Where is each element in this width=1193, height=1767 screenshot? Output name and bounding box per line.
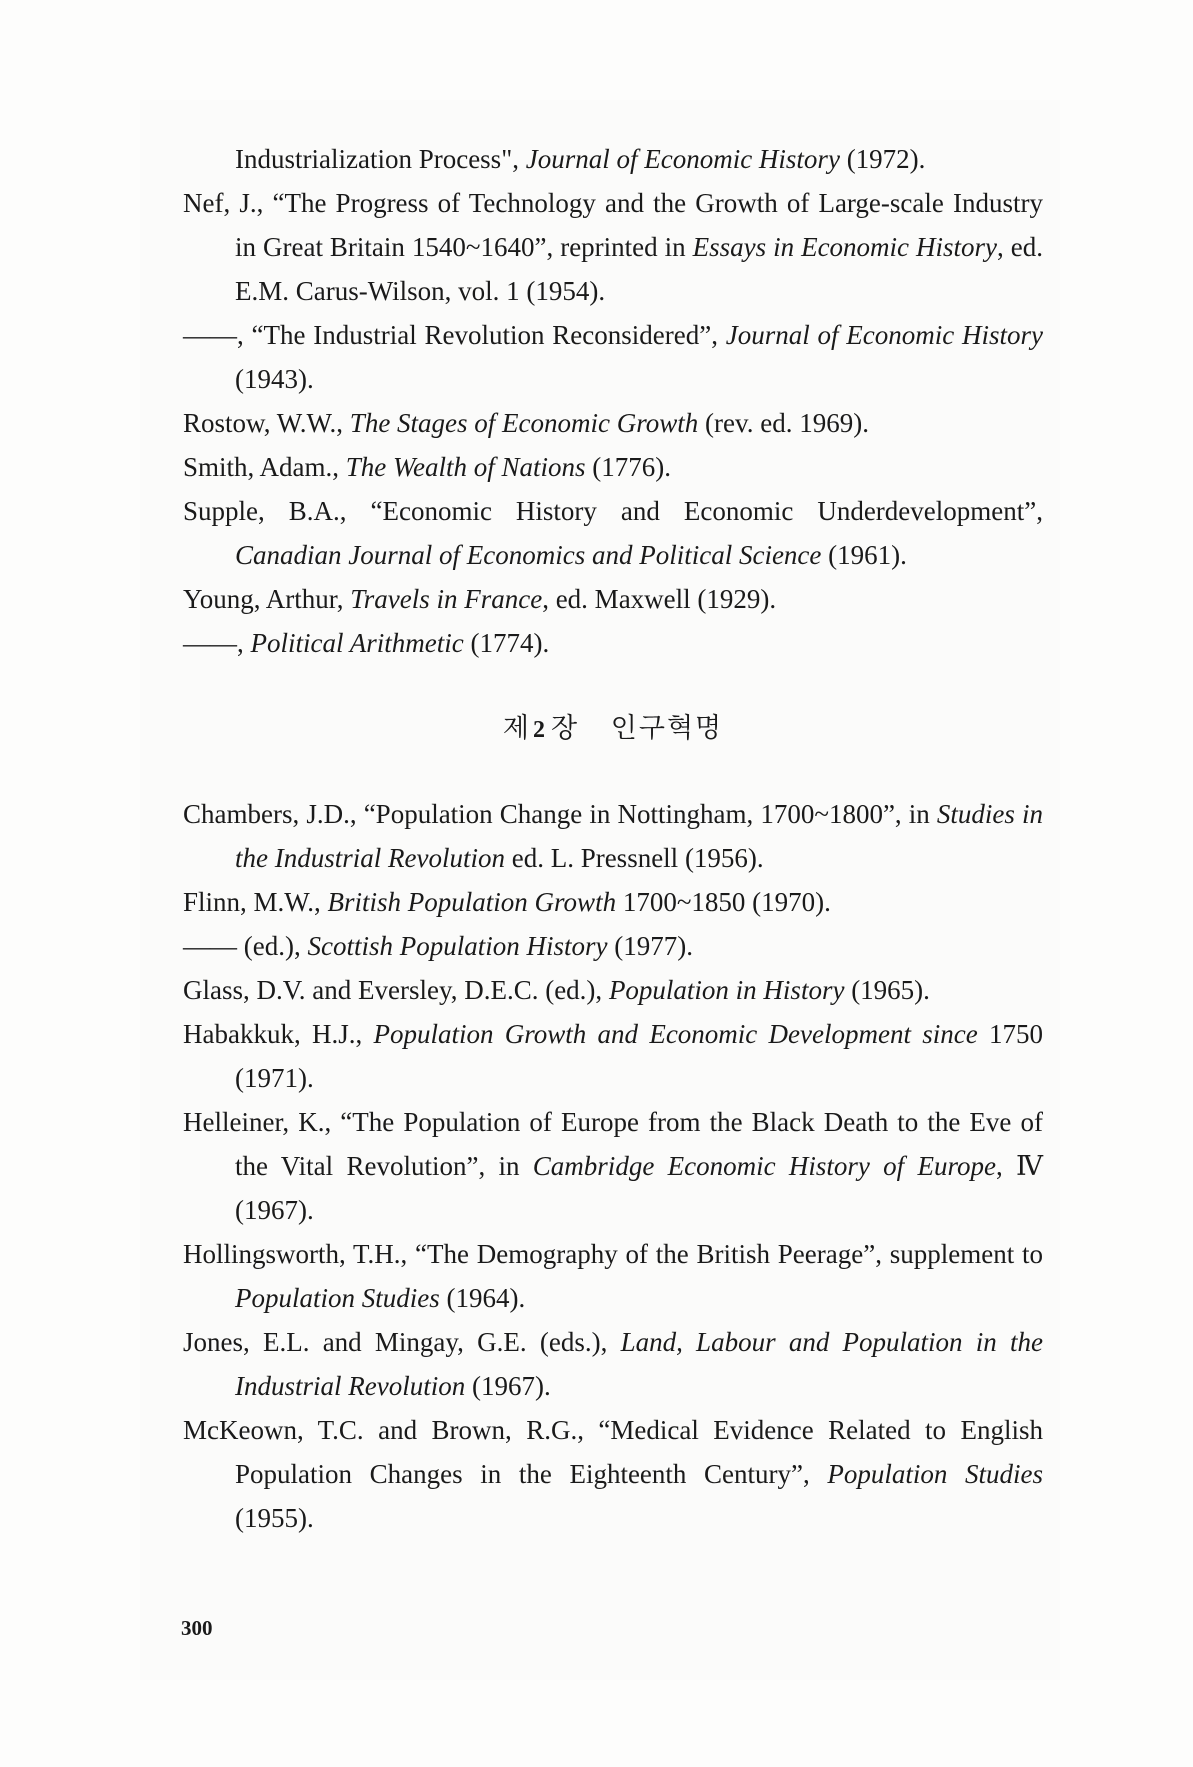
- entry-title-italic: Population in History: [608, 975, 845, 1005]
- entry-title-italic: Population Studies: [827, 1459, 1043, 1489]
- entry-text: (1943).: [235, 364, 314, 394]
- entry-text: (rev. ed. 1969).: [698, 408, 869, 438]
- entry-text: Chambers, J.D., “Population Change in Nottingham, 1700~1800”, in: [183, 799, 937, 829]
- entry-title-italic: Political Arithmetic: [250, 628, 464, 658]
- bibliography-entry: [183, 880, 1043, 924]
- entry-title-italic: Travels in France: [350, 584, 543, 614]
- entry-text: ed. L. Pressnell (1956).: [504, 843, 764, 873]
- entry-text: , ed. Maxwell (1929).: [542, 584, 777, 614]
- bibliography-entry: [183, 1320, 1043, 1408]
- bibliography-entry: [183, 1100, 1043, 1232]
- bibliography-section-chapter-2: [183, 792, 1043, 1540]
- bibliography: [183, 137, 1043, 1540]
- entry-text: Rostow, W.W.,: [183, 408, 350, 438]
- bibliography-entry: [183, 968, 1043, 1012]
- bibliography-entry: [183, 1012, 1043, 1100]
- bibliography-entry: [183, 1232, 1043, 1320]
- bibliography-entry: [183, 445, 1043, 489]
- bibliography-entry: [183, 1408, 1043, 1540]
- entry-text: Supple, B.A., “Economic History and Economic Underdevelopment”,: [183, 496, 1043, 526]
- entry-text: (1961).: [821, 540, 907, 570]
- bibliography-entry: [183, 577, 1043, 621]
- entry-text: Jones, E.L. and Mingay, G.E. (eds.),: [183, 1327, 621, 1357]
- entry-title-italic: Scottish Population History: [307, 931, 608, 961]
- entry-text: (1967).: [465, 1371, 551, 1401]
- entry-text: (1972).: [839, 144, 926, 174]
- bibliography-entry: [183, 489, 1043, 577]
- entry-text: —— (ed.),: [183, 931, 308, 961]
- heading-prefix: 제: [502, 713, 531, 744]
- bibliography-entry: [183, 924, 1043, 968]
- bibliography-section-chapter-1: [183, 137, 1043, 665]
- entry-title-italic: Land, Labour and Population in the Industrial Revolution: [235, 1327, 1043, 1401]
- entry-text: , ed. E.M. Carus-Wilson, vol. 1 (1954).: [235, 232, 1043, 306]
- entry-text: 1700~1850 (1970).: [616, 887, 831, 917]
- section-heading: [183, 707, 1043, 752]
- bibliography-entry: [183, 621, 1043, 665]
- entry-text: , Ⅳ (1967).: [235, 1151, 1043, 1225]
- entry-title-italic: Population Growth and Economic Development since: [373, 1019, 978, 1049]
- entry-title-italic: Essays in Economic History: [692, 232, 998, 262]
- entry-text: 1750 (1971).: [235, 1019, 1043, 1093]
- entry-text: Habakkuk, H.J.,: [183, 1019, 374, 1049]
- entry-text: (1977).: [607, 931, 693, 961]
- entry-title-italic: Journal of Economic History: [725, 320, 1043, 350]
- entry-text: Industrialization Process",: [235, 144, 526, 174]
- entry-title-italic: Canadian Journal of Economics and Political Science: [235, 540, 822, 570]
- entry-text: Nef, J., “The Progress of Technology and the Growth of Large-scale Industry in Great Britain 1540~1640”, reprinted in: [183, 188, 1043, 262]
- entry-text: McKeown, T.C. and Brown, R.G., “Medical Evidence Related to English Population Changes in the Eighteenth Century”,: [183, 1415, 1043, 1489]
- entry-title-italic: Cambridge Economic History of Europe: [532, 1151, 996, 1181]
- heading-suffix: 장: [550, 713, 580, 744]
- entry-text: (1964).: [439, 1283, 526, 1313]
- entry-text: Helleiner, K., “The Population of Europe from the Black Death to the Eve of the Vital Revolution”, in: [183, 1107, 1043, 1181]
- entry-text: ——,: [183, 628, 251, 658]
- entry-text: (1776).: [585, 452, 672, 482]
- entry-title-italic: Journal of Economic History: [525, 144, 840, 174]
- entry-text: Smith, Adam.,: [183, 452, 346, 482]
- bibliography-entry: [183, 313, 1043, 401]
- entry-text: (1774).: [463, 628, 550, 658]
- entry-text: Young, Arthur,: [183, 584, 351, 614]
- bibliography-entry: [183, 401, 1043, 445]
- entry-text: Hollingsworth, T.H., “The Demography of the British Peerage”, supplement to: [183, 1239, 1043, 1269]
- entry-title-italic: Studies in the Industrial Revolution: [235, 799, 1044, 873]
- entry-text: ——, “The Industrial Revolution Reconsidered”,: [183, 320, 726, 350]
- entry-text: (1965).: [844, 975, 930, 1005]
- entry-title-italic: British Population Growth: [327, 887, 617, 917]
- entry-text: Flinn, M.W.,: [183, 887, 328, 917]
- entry-text: (1955).: [235, 1503, 314, 1533]
- heading-title: 인구혁명: [610, 713, 724, 744]
- bibliography-entry: [183, 792, 1043, 880]
- bibliography-entry: [183, 137, 1043, 181]
- entry-title-italic: The Wealth of Nations: [345, 452, 586, 482]
- heading-chapter-number: 2: [532, 717, 547, 743]
- bibliography-entry: [183, 181, 1043, 313]
- entry-title-italic: Population Studies: [235, 1283, 440, 1313]
- entry-text: Glass, D.V. and Eversley, D.E.C. (ed.),: [183, 975, 609, 1005]
- page-number: 300: [181, 1616, 213, 1640]
- entry-title-italic: The Stages of Economic Growth: [349, 408, 699, 438]
